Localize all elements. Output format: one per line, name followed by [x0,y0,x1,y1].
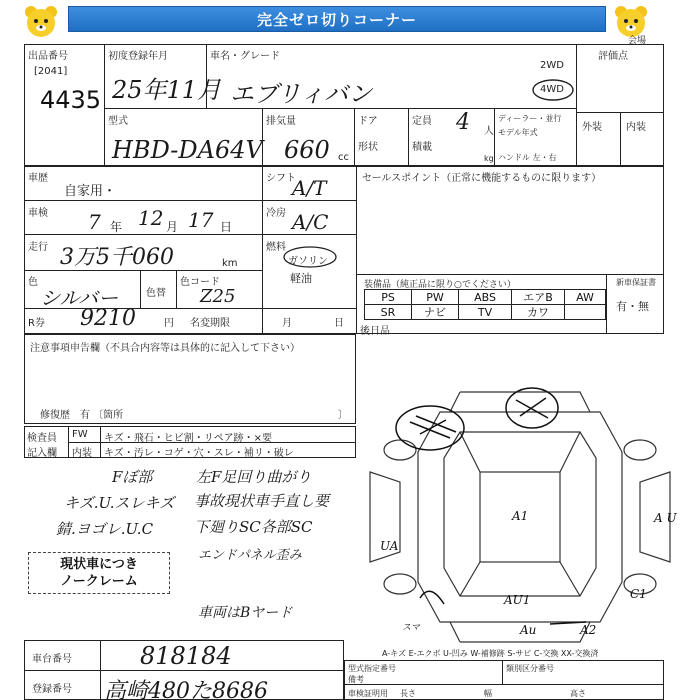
door-label: ドア [358,116,378,127]
length-label: 長さ [400,689,416,698]
registration-value: 高崎480た8686 [104,679,268,700]
shape-label: 形状 [358,142,378,153]
name-change-label: 名変期限 [190,318,230,329]
shift-value: A/T [292,176,327,200]
mark-bottom2: A2 [580,623,597,637]
color-code-value: Z25 [200,286,236,307]
type-designation-label: 型式指定番号 [348,664,396,673]
height-label: 高さ [570,689,586,698]
remark-2a: キズ.U.スレキズ [64,494,175,512]
equip-navi: ナビ [411,304,459,320]
repair-history-close: 〕 [338,410,348,421]
capacity-value: 4 [456,110,470,135]
drive-circle-mark [530,78,576,102]
load-unit: kg [484,154,494,163]
displacement-value: 660 [284,136,330,164]
color-label: 色 [28,277,38,288]
recycle-label: R券 [28,318,45,329]
lot-label: 出品番号 [28,51,68,62]
banner [0,0,700,42]
damage-legend: A-キズ E-エクボ U-凹み W-補修跡 S-サビ C-交換 XX-交換済 [382,649,599,658]
banner-title: 完全ゼロ切りコーナー [256,10,417,29]
color-code-label: 色コード [180,277,220,288]
ac-label: 冷房 [266,208,286,219]
remark-5: 車両はBヤード [198,605,293,621]
equip-blank [564,304,606,320]
remark-1b: 左F足回り曲がり [196,468,312,486]
inspection-day-unit: 日 [220,220,233,234]
remark-3b: 下廻りSC各部SC [194,518,313,536]
dealer-label: ディーラー・並行 [498,114,562,123]
mark-right-bottom: C1 [630,587,647,601]
mileage-label: 走行 [28,242,48,253]
model-value: HBD-DA64V [112,136,263,164]
category-label: 類別区分番号 [506,664,554,673]
warranty-value: 有・無 [616,300,649,313]
car-name-value: エブリィバン [230,80,373,108]
inspection-month-unit: 月 [166,220,179,234]
stamp-line2: ノークレーム [60,574,138,589]
width-label: 幅 [484,689,492,698]
equip-abs: ABS [458,289,512,305]
no-claim-stamp [28,552,170,594]
venue-label: 会場 [628,36,647,46]
model-label: 型式 [108,116,128,127]
equip-aw: AW [564,289,606,305]
handle-label: ハンドル 左・右 [498,153,557,162]
color-value: シルバー [40,286,119,310]
fuel-label: 燃料 [266,242,286,253]
interior-row-label: 内装 [72,448,92,459]
repair-history-label: 修復歴 有 〔箇所 [40,410,124,421]
drive-2wd: 2WD [540,60,564,71]
mileage-value: 3万5千060 [60,245,174,270]
recycle-unit: 円 [164,318,174,329]
car-name-label: 車名・グレード [210,51,280,62]
load-label: 積載 [412,142,432,153]
remark-3a: 錆.ヨゴレ.U.C [56,520,154,538]
interior-options: キズ・汚レ・コゲ・穴・スレ・補リ・破レ [104,448,294,459]
usage-label: 車歴 [28,173,48,184]
mark-au1: AU1 [504,593,531,607]
warranty-label: 新車保証書 [616,278,656,287]
registration-label: 登録番号 [32,684,72,695]
mileage-unit: km [222,258,238,269]
score-label: 評価点 [598,51,628,62]
inspection-label: 車検 [28,208,48,219]
chassis-value: 818184 [140,642,232,670]
bear-mascot-icon [22,4,60,40]
model-year-label: モデル年式 [498,128,538,137]
sales-point-label: セールスポイント（正常に機能するものに限ります） [362,173,602,184]
usage-value: 自家用・ [64,184,117,199]
first-reg-value: 25年11月 [112,76,222,104]
capacity-label: 定員 [412,116,432,127]
equip-sr: SR [364,304,412,320]
inspection-year: 7 [88,210,101,234]
note-label: 備考 [348,675,364,684]
banner-bar [68,6,606,32]
remark-2b: 事故現状車手直し要 [194,492,330,510]
name-change-day: 日 [334,318,344,329]
stamp-line1: 現状車につき [60,557,138,572]
chassis-label: 車台番号 [32,654,72,665]
mark-left: UA [380,539,399,553]
exterior-label: 外装 [582,122,602,133]
mark-su: スマ [402,623,420,633]
first-reg-label: 初度登録年月 [108,51,168,62]
name-change-month: 月 [282,318,292,329]
fuel-gas: ガソリン [288,256,328,267]
recycle-value: 9210 [80,306,136,331]
equip-leather: カワ [511,304,565,320]
mark-a1: A1 [512,509,529,523]
mark-bottom: Au [520,623,537,637]
equip-airbag: エアB [511,289,565,305]
inspector-entry-label: 記入欄 [27,448,57,459]
equip-tv: TV [458,304,512,320]
drive-4wd: 4WD [540,84,564,95]
notes-label: 注意事項申告欄（不具合内容等は具体的に記入して下さい） [30,343,300,354]
fw-options: キズ・飛石・ヒビ割・リペア跡・×要 [104,433,272,444]
inspection-day: 17 [188,208,214,232]
interior-label: 内装 [626,122,646,133]
lot-number: 4435 [40,86,102,114]
fuel-circle-mark [280,244,340,270]
shift-label: シフト [266,173,296,184]
equip-ps: PS [364,289,412,305]
remark-4: エンドパネル歪み [198,548,302,563]
mark-right-top: A U [654,511,677,525]
remark-1a: Fぼ部 [112,468,153,486]
capacity-unit: 人 [484,126,494,137]
inspection-month: 12 [138,206,164,230]
displacement-unit: cc [338,152,349,163]
fuel-diesel: 軽油 [290,272,312,285]
rear-label: 後日品 [360,326,390,337]
car-damage-diagram [360,372,680,644]
fw-label: FW [72,429,88,440]
ac-value: A/C [292,210,329,234]
color-change-label: 色替 [146,288,166,299]
equip-pw: PW [411,289,459,305]
lot-code: [2041] [34,66,68,77]
inspection-year-unit: 年 [110,220,123,234]
cert-label: 車検証明用 [348,689,388,698]
displacement-label: 排気量 [266,116,296,127]
equipment-label: 装備品（純正品に限り○でください） [364,280,516,290]
inspector-label: 検査員 [27,433,57,444]
